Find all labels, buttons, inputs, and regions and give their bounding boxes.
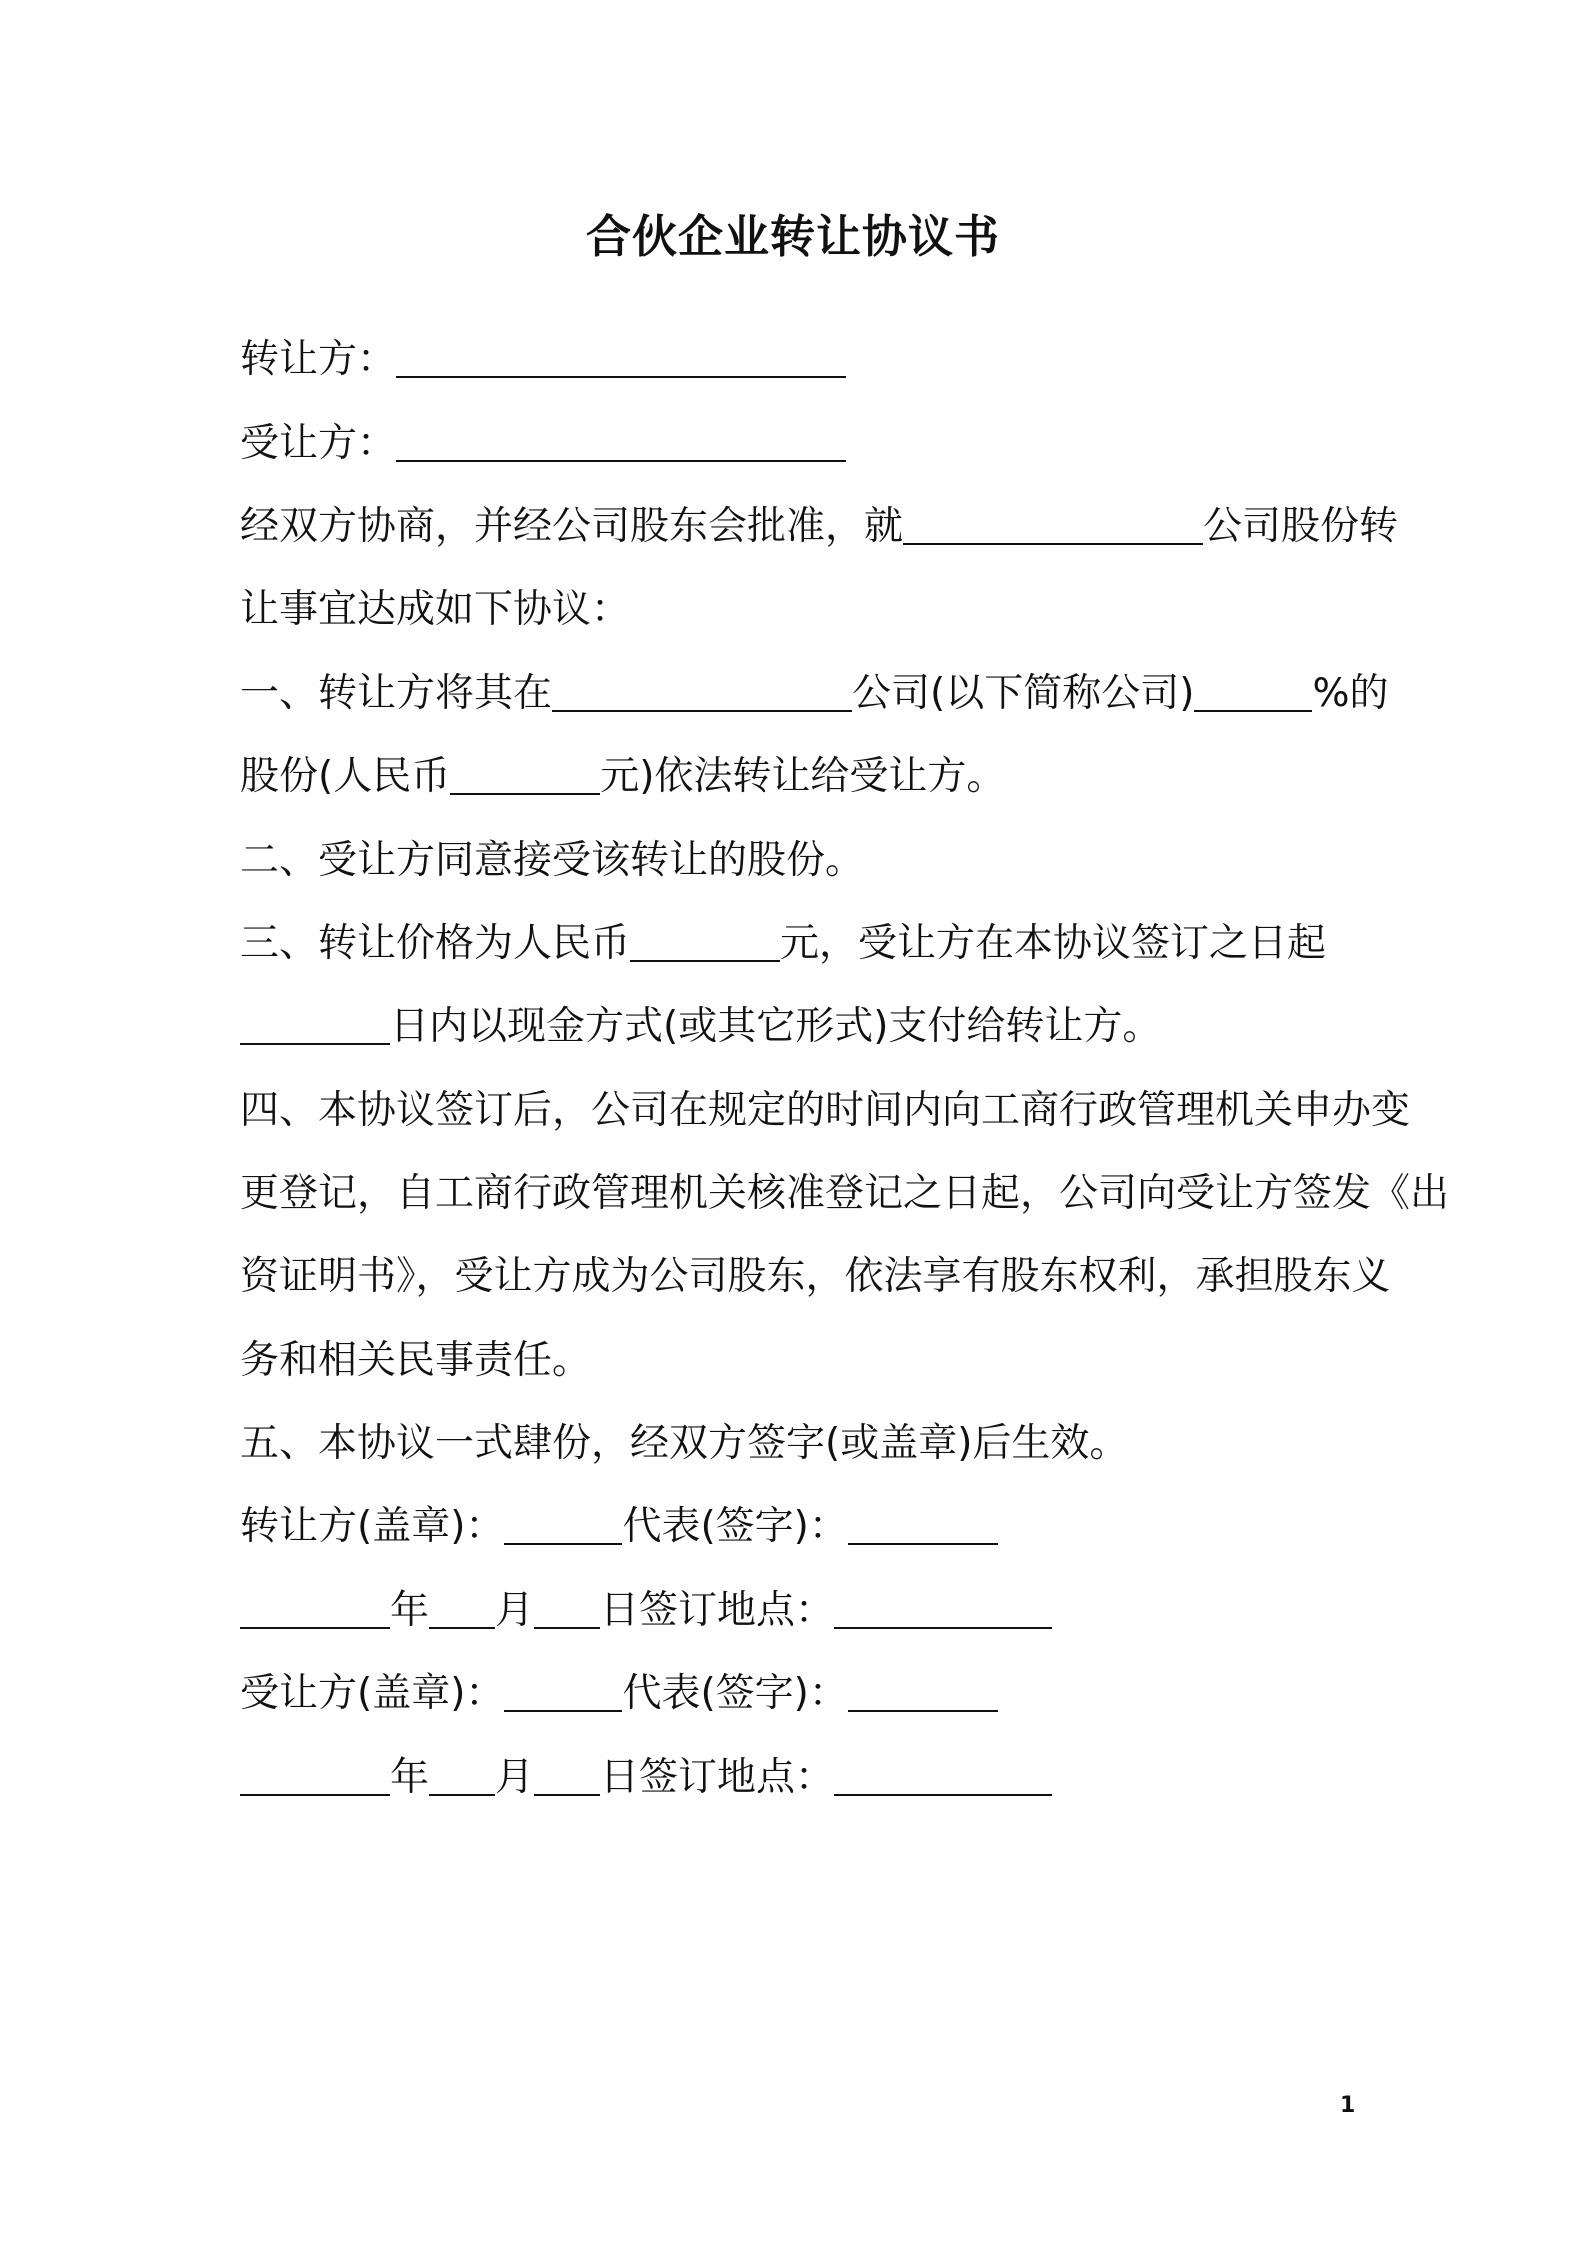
day-blank-2[interactable]	[534, 1750, 600, 1796]
place-blank-2[interactable]	[834, 1750, 1052, 1796]
clause-3-days-blank[interactable]	[240, 999, 390, 1045]
day-place-label-2: 日签订地点：	[600, 1755, 835, 1800]
clause-1-text-a: 一、转让方将其在	[240, 671, 553, 716]
clause-1-company-blank[interactable]	[552, 666, 852, 712]
month-label-2: 月	[495, 1755, 535, 1800]
clause-4-text-1: 四、本协议签订后，公司在规定的时间内向工商行政管理机关申办变	[240, 1088, 1411, 1133]
day-place-label-1: 日签订地点：	[600, 1588, 835, 1633]
month-label-1: 月	[495, 1588, 535, 1633]
transferor-rep-label: 代表(签字)：	[622, 1504, 848, 1549]
clause-3-text-b: 元，受让方在本协议签订之日起	[780, 921, 1327, 966]
clause-1-line-2	[240, 747, 1360, 807]
intro-line-1	[240, 497, 1399, 557]
transferor-label: 转让方：	[240, 337, 397, 382]
clause-4-text-4: 务和相关民事责任。	[240, 1338, 592, 1383]
transferee-line	[240, 414, 1360, 474]
clause-4-text-2: 更登记，自工商行政管理机关核准登记之日起，公司向受让方签发《出	[240, 1171, 1450, 1216]
clause-2-text: 二、受让方同意接受该转让的股份。	[240, 838, 865, 883]
intro-text-b: 公司股份转	[1203, 504, 1399, 549]
year-blank-1[interactable]	[240, 1583, 390, 1629]
transferee-rep-blank[interactable]	[848, 1666, 998, 1712]
clause-3-price-blank[interactable]	[630, 916, 780, 962]
page-number: 1	[1340, 2093, 1356, 2118]
company-name-blank[interactable]	[903, 499, 1203, 545]
day-blank-1[interactable]	[534, 1583, 600, 1629]
intro-line-2	[240, 580, 1360, 640]
clause-1-line-1	[240, 664, 1389, 724]
clause-4-line-3	[240, 1247, 1391, 1307]
year-blank-2[interactable]	[240, 1750, 390, 1796]
clause-3-line-2	[240, 997, 1360, 1057]
clause-5-text: 五、本协议一式肆份，经双方签字(或盖章)后生效。	[240, 1421, 1129, 1466]
clause-3-text-c: 日内以现金方式(或其它形式)支付给转让方。	[390, 1004, 1162, 1049]
clause-3-line-1	[240, 914, 1360, 974]
month-blank-2[interactable]	[429, 1750, 495, 1796]
clause-3-text-a: 三、转让价格为人民币	[240, 921, 631, 966]
transferee-seal-label: 受让方(盖章)：	[240, 1671, 505, 1716]
clause-1-percent-blank[interactable]	[1194, 666, 1312, 712]
clause-4-line-2	[240, 1164, 1450, 1224]
date-place-line-2	[240, 1748, 1360, 1808]
transferor-rep-blank[interactable]	[848, 1499, 998, 1545]
clause-1-text-b: 公司(以下简称公司)	[852, 671, 1195, 716]
clause-4-text-3: 资证明书》，受让方成为公司股东，依法享有股东权利，承担股东义	[240, 1254, 1391, 1299]
transferee-label: 受让方：	[240, 421, 397, 466]
transferor-seal-blank[interactable]	[504, 1499, 622, 1545]
year-label-1: 年	[390, 1588, 430, 1633]
transferee-seal-blank[interactable]	[504, 1666, 622, 1712]
clause-5-line	[240, 1414, 1360, 1474]
transferor-line	[240, 330, 1360, 390]
year-label-2: 年	[390, 1755, 430, 1800]
document-title: 合伙企业转让协议书	[585, 210, 1000, 263]
intro-text-a: 经双方协商，并经公司股东会批准，就	[240, 504, 904, 549]
transferor-blank[interactable]	[396, 332, 846, 378]
place-blank-1[interactable]	[834, 1583, 1052, 1629]
clause-1-amount-blank[interactable]	[450, 749, 600, 795]
intro-text-c: 让事宜达成如下协议：	[240, 587, 631, 632]
transferor-seal-label: 转让方(盖章)：	[240, 1504, 505, 1549]
signature-transferor-line	[240, 1497, 1360, 1557]
date-place-line-1	[240, 1581, 1360, 1641]
clause-4-line-4	[240, 1331, 1360, 1391]
signature-transferee-line	[240, 1664, 1360, 1724]
clause-2-line	[240, 831, 1360, 891]
clause-1-text-d: 股份(人民币	[240, 754, 451, 799]
clause-1-text-e: 元)依法转让给受让方。	[600, 754, 1006, 799]
transferee-blank[interactable]	[396, 416, 846, 462]
clause-1-text-c: %的	[1312, 671, 1389, 716]
clause-4-line-1	[240, 1081, 1411, 1141]
transferee-rep-label: 代表(签字)：	[622, 1671, 848, 1716]
month-blank-1[interactable]	[429, 1583, 495, 1629]
